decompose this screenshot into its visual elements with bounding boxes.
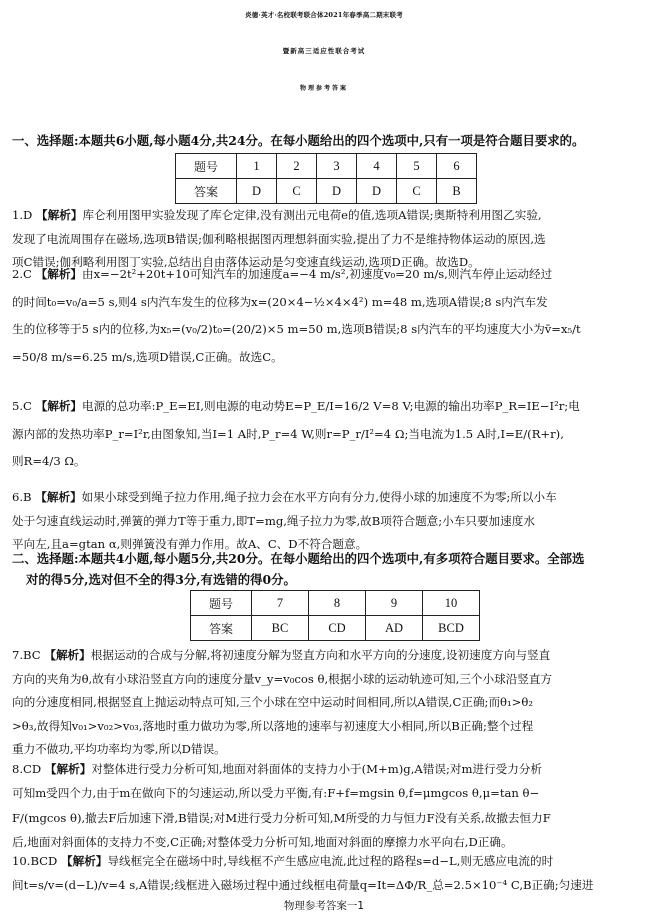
- section-1-heading: 一、选择题:本题共6小题,每小题4分,共24分。在每小题给出的四个选项中,只有一项是符合题目要求的。: [12, 133, 585, 148]
- explanation-line: 源内部的发热功率P_r=I²r,由图象知,当I=1 A时,P_r=4 W,则r=P_r/I²=4 Ω;当电流为1.5 A时,I=E/(R+r),: [12, 426, 564, 441]
- question-label: 10.BCD: [12, 854, 58, 868]
- question-label: 6.B: [12, 490, 32, 504]
- document-title: 物理参考答案: [299, 85, 348, 92]
- question-number-cell: 1: [237, 154, 277, 179]
- question-number-cell: 8: [309, 591, 366, 616]
- analysis-tag: 【解析】: [35, 490, 82, 504]
- explanation-line: 发现了电流周围存在磁场,选项B错误;伽利略根据图丙理想斜面实验,提出了力不是维持物体运动的原因,选: [12, 231, 546, 246]
- exam-subtitle: 暨新高三适应性联合考试: [282, 47, 366, 55]
- question-number-cell: 10: [423, 591, 480, 616]
- analysis-tag: 【解析】: [36, 208, 83, 222]
- explanation-line: 重力不做功,平均功率均为零,所以D错误。: [12, 742, 226, 756]
- exam-title: 炎德·英才·名校联考联合体2021年春季高二期末联考: [245, 11, 403, 19]
- explanation-line: 间t=s/v=(d−L)/v=4 s,A错误;线框进入磁场过程中通过线框电荷量q=It=ΔΦ/R_总=2.5×10⁻⁴ C,B正确;匀速进: [12, 877, 594, 892]
- explanation-line: >θ₃,故得知v₀₁>v₀₂>v₀₃,落地时重力做功为零,所以落地的速率与初速度大小相同,所以B正确;整个过程: [12, 718, 534, 733]
- answer-table-1: [175, 153, 477, 204]
- explanation-line: 向的分速度相同,根据竖直上抛运动特点可知,三个小球在空中运动时间相同,所以A错误,C正确;而θ₁>θ₂: [12, 695, 534, 709]
- answer-cell: D: [317, 179, 357, 204]
- question-number-cell: 2: [277, 154, 317, 179]
- table-header-cell: 题号: [176, 154, 237, 179]
- question-label: 2.C: [12, 267, 32, 281]
- analysis-tag: 【解析】: [44, 648, 91, 662]
- table-row: [176, 154, 477, 179]
- answer-cell: BCD: [423, 616, 480, 641]
- answer-cell: B: [437, 179, 477, 204]
- question-number-cell: 5: [397, 154, 437, 179]
- question-label: 8.CD: [12, 762, 42, 776]
- explanation-q6: [12, 486, 638, 557]
- table-row: [191, 616, 480, 641]
- explanation-line: 生的位移等于5 s内的位移,为x₅=(v₀/2)t₀=(20/2)×5 m=50 m,选项B错误;8 s内汽车的平均速度大小为v̄=x₅/t: [12, 322, 581, 336]
- analysis-tag: 【解析】: [35, 399, 83, 413]
- explanation-line: 后,地面对斜面体的支持力不变,C正确;对整体受力分析可知,地面对斜面的摩擦力水平向右,D正确。: [12, 834, 513, 849]
- explanation-line: 库仑利用图甲实验发现了库仑定律,没有测出元电荷e的值,选项A错误;奥斯特利用图乙实验,: [82, 208, 542, 222]
- answer-cell: D: [237, 179, 277, 204]
- question-number-cell: 6: [437, 154, 477, 179]
- answer-cell: AD: [366, 616, 423, 641]
- question-label: 7.BC: [12, 648, 41, 662]
- explanation-line: 平向左,且a=gtan α,则弹簧没有弹力作用。故A、C、D不符合题意。: [12, 537, 368, 551]
- explanation-line: =50/8 m/s=6.25 m/s,选项D错误,C正确。故选C。: [12, 349, 283, 364]
- table-header-cell: 答案: [176, 179, 237, 204]
- question-label: 1.D: [12, 208, 33, 222]
- explanation-line: 处于匀速直线运动时,弹簧的弹力T等于重力,即T=mg,绳子拉力为零,故B项符合题意;小车只要加速度水: [12, 513, 535, 528]
- section-2-heading-continued: 对的得5分,选对但不全的得3分,有选错的得0分。: [26, 572, 296, 587]
- question-label: 5.C: [12, 399, 32, 413]
- explanation-line: 电源的总功率:P_E=EI,则电源的电动势E=P_E/I=16/2 V=8 V;电源的输出功率P_R=IE−I²r;电: [82, 399, 580, 413]
- question-number-cell: 9: [366, 591, 423, 616]
- question-number-cell: 3: [317, 154, 357, 179]
- table-row: [176, 179, 477, 204]
- table-row: [191, 591, 480, 616]
- explanation-line: 导线框完全在磁场中时,导线框不产生感应电流,此过程的路程s=d−L,则无感应电流的时: [107, 854, 554, 868]
- explanation-q2: [12, 263, 638, 369]
- explanation-line: 根据运动的合成与分解,将初速度分解为竖直方向和水平方向的分速度,设初速度方向与竖直: [90, 648, 551, 662]
- explanation-line: 如果小球受到绳子拉力作用,绳子拉力会在水平方向有分力,使得小球的加速度不为零;所以小车: [81, 490, 557, 504]
- analysis-tag: 【解析】: [44, 762, 92, 776]
- explanation-line: 对整体进行受力分析可知,地面对斜面体的支持力小于(M+m)g,A错误;对m进行受力分析: [91, 762, 543, 776]
- explanation-line: 由x=−2t²+20t+10可知汽车的加速度a=−4 m/s²,初速度v₀=20 m/s,则汽车停止运动经过: [82, 267, 553, 281]
- explanation-q8: [12, 758, 638, 854]
- answer-cell: D: [357, 179, 397, 204]
- explanation-line: F/(mgcos θ),撤去F后加速下滑,B错误;对M进行受力分析可知,M所受的力与恒力F没有关系,故撤去恒力F: [12, 811, 551, 825]
- analysis-tag: 【解析】: [61, 854, 108, 868]
- answer-cell: C: [397, 179, 437, 204]
- explanation-q7: [12, 644, 638, 762]
- explanation-line: 可知m受四个力,由于m在做向下的匀速运动,所以受力平衡,有:F+f=mgsin θ,f=μmgcos θ,μ=tan θ−: [12, 785, 540, 800]
- answer-table-2: [190, 590, 480, 641]
- question-number-cell: 4: [357, 154, 397, 179]
- answer-cell: CD: [309, 616, 366, 641]
- explanation-line: 的时间t₀=v₀/a=5 s,则4 s内汽车发生的位移为x=(20×4−½×4×4²) m=48 m,选项A错误;8 s内汽车发: [12, 294, 548, 309]
- answer-cell: C: [277, 179, 317, 204]
- table-header-cell: 题号: [191, 591, 252, 616]
- question-number-cell: 7: [252, 591, 309, 616]
- page-footer: 物理参考答案一1: [283, 900, 365, 912]
- explanation-q5: [12, 395, 638, 474]
- explanation-line: 则R=4/3 Ω。: [12, 454, 86, 468]
- analysis-tag: 【解析】: [35, 267, 83, 281]
- explanation-q10: [12, 850, 638, 897]
- explanation-line: 方向的夹角为θ,故有小球沿竖直方向的速度分量v_y=v₀cos θ,根据小球的运动轨迹可知,三个小球沿竖直方: [12, 671, 553, 686]
- section-2-heading: 二、选择题:本题共4小题,每小题5分,共20分。在每小题给出的四个选项中,有多项符合题目要求。全部选: [12, 551, 585, 566]
- explanation-line: 项C错误;伽利略利用图丁实验,总结出自由落体运动是匀变速直线运动,选项D正确。故选D。: [12, 255, 480, 269]
- answer-cell: BC: [252, 616, 309, 641]
- table-header-cell: 答案: [191, 616, 252, 641]
